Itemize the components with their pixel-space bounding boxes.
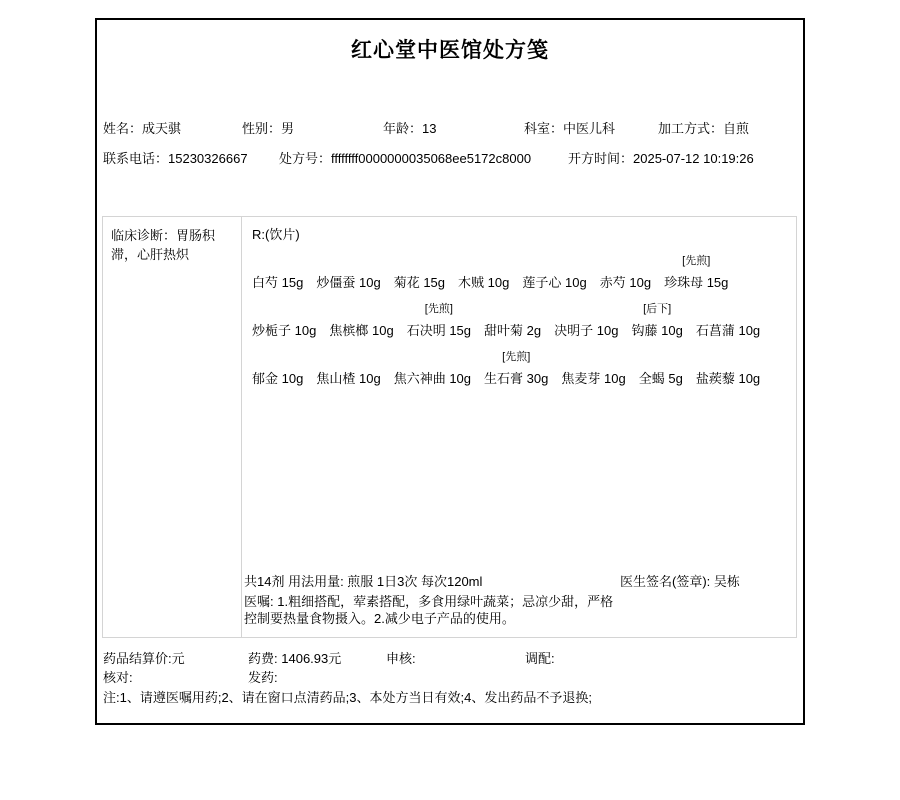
medicine-item <box>316 274 380 291</box>
medicine-dose: 30g <box>526 371 549 386</box>
medicine-name: 甜叶菊 <box>484 323 524 338</box>
medicine-name: 全蝎 <box>638 371 665 386</box>
field-issue-medicine <box>248 669 278 686</box>
medicine-item <box>664 255 729 291</box>
clinical-diagnosis <box>103 217 242 637</box>
medicine-item <box>696 322 760 339</box>
usage-text: 共14剂 用法用量: 煎服 1日3次 每次120ml <box>244 574 483 589</box>
medicine-dose: 15g <box>423 275 446 290</box>
medicine-item <box>252 322 316 339</box>
settlement-row-1 <box>97 650 803 667</box>
medicine-item <box>554 322 618 339</box>
medicine-name: 决明子 <box>554 323 594 338</box>
prescription-sheet <box>95 18 805 725</box>
field-label: 加工方式： <box>658 121 724 136</box>
field-review <box>386 650 416 667</box>
field-dispense-prepare <box>525 650 555 667</box>
medicine-name: 炒僵蚕 <box>316 275 356 290</box>
field-department <box>524 120 615 137</box>
field-label: 性别： <box>242 121 282 136</box>
field-label: 处方号： <box>279 151 332 166</box>
field-value: 2025-07-12 10:19:26 <box>633 151 754 166</box>
field-settlement-price <box>103 650 185 667</box>
field-processing-method <box>658 120 749 137</box>
field-value: 自煎 <box>723 121 750 136</box>
medicine-dose: 10g <box>358 371 381 386</box>
medicine-dose: 10g <box>738 371 761 386</box>
decoction-flag: [后下] <box>643 303 672 315</box>
medicine-dose: 10g <box>371 323 394 338</box>
field-gender <box>242 120 294 137</box>
field-phone <box>103 150 248 167</box>
decoction-flag: [先煎] <box>502 351 531 363</box>
medicine-name: 木贼 <box>458 275 485 290</box>
medicine-item <box>394 370 471 387</box>
medicine-name: 盐蒺藜 <box>695 371 735 386</box>
field-prescription-time <box>568 150 754 167</box>
settlement-row-2 <box>97 669 803 686</box>
medicine-name: 白芍 <box>252 275 279 290</box>
medicine-item <box>600 274 651 291</box>
medicine-name: 焦槟榔 <box>329 323 369 338</box>
doctor-advice-line: 控制要热量食物摄入。2.减少电子产品的使用。 <box>244 611 515 626</box>
field-value: 中医儿科 <box>563 121 616 136</box>
field-value: ffffffff0000000035068ee5172c8000 <box>331 151 532 166</box>
medicine-item <box>631 303 683 339</box>
field-check <box>103 669 133 686</box>
medicine-row <box>252 351 796 387</box>
medicine-dose: 10g <box>738 323 761 338</box>
medicine-dose: 5g <box>668 371 683 386</box>
decoction-flag: [先煎] <box>424 303 453 315</box>
field-label: 申核: <box>386 651 416 666</box>
medicine-dose: 10g <box>449 371 472 386</box>
medicine-item <box>561 370 625 387</box>
medicine-item <box>696 370 760 387</box>
medicine-name: 焦麦芽 <box>561 371 601 386</box>
medicine-item <box>329 322 393 339</box>
prescription-body <box>102 216 797 638</box>
doctor-signature <box>620 573 740 590</box>
field-prescription-number <box>279 150 531 167</box>
rx-header: R:(饮片) <box>252 227 300 242</box>
field-label: 开方时间： <box>568 151 634 166</box>
medicine-row <box>252 255 796 291</box>
medicine-name: 炒栀子 <box>252 323 292 338</box>
medicine-name: 石决明 <box>406 323 446 338</box>
medicine-dose: 10g <box>294 323 317 338</box>
medicine-row <box>252 303 796 339</box>
medicine-dose: 15g <box>706 275 729 290</box>
medicine-dose: 10g <box>596 323 619 338</box>
field-label: 联系电话： <box>103 151 169 166</box>
field-label: 核对: <box>103 670 133 685</box>
field-value: 成天骐 <box>142 121 182 136</box>
medicine-item <box>316 370 380 387</box>
medicine-name: 菊花 <box>393 275 420 290</box>
medicine-dose: 10g <box>629 275 652 290</box>
footer-note-row <box>97 689 803 706</box>
field-label: 调配: <box>525 651 555 666</box>
field-medicine-fee <box>248 650 341 667</box>
field-label: 药费: <box>248 651 278 666</box>
field-label: 科室： <box>524 121 564 136</box>
medicine-name: 赤芍 <box>599 275 626 290</box>
medicine-name: 焦六神曲 <box>393 371 446 386</box>
medicine-name: 钩藤 <box>631 323 658 338</box>
medicine-dose: 10g <box>281 371 304 386</box>
medicine-item <box>406 303 472 339</box>
diagnosis-line: 滞，心肝热炽 <box>111 247 190 262</box>
medicine-dose: 10g <box>487 275 510 290</box>
doctor-advice <box>244 593 796 627</box>
medicine-dose: 10g <box>358 275 381 290</box>
medicine-dose: 10g <box>661 323 683 338</box>
usage-row <box>244 573 796 590</box>
medicine-item <box>484 351 549 387</box>
medicine-item <box>394 274 445 291</box>
field-value: 15230326667 <box>168 151 248 166</box>
patient-info-row-1 <box>97 120 803 137</box>
field-age <box>383 120 436 137</box>
medicine-item <box>252 370 303 387</box>
field-value: 13 <box>422 121 437 136</box>
doctor-advice-line: 医嘱: 1.粗细搭配，荤素搭配，多食用绿叶蔬菜；忌凉少甜，严格 <box>244 594 614 609</box>
field-label: 发药: <box>248 670 278 685</box>
medicine-name: 石菖蒲 <box>695 323 735 338</box>
medicine-name: 莲子心 <box>522 275 562 290</box>
field-patient-name <box>103 120 181 137</box>
rx-area <box>242 217 796 637</box>
medicine-dose: 10g <box>565 275 587 290</box>
medicine-item <box>252 274 303 291</box>
field-label: 药品结算价: <box>103 651 172 666</box>
medicine-item <box>458 274 509 291</box>
medicine-dose: 2g <box>526 323 542 338</box>
field-value: 男 <box>281 121 295 136</box>
medicine-dose: 15g <box>449 323 472 338</box>
field-label: 姓名： <box>103 121 143 136</box>
field-value: 1406.93元 <box>281 651 342 666</box>
doctor-signature-label: 医生签名(签章): <box>620 574 711 589</box>
doctor-name: 吴栋 <box>713 574 740 589</box>
field-value: 元 <box>171 651 185 666</box>
medicine-name: 焦山楂 <box>316 371 356 386</box>
rx-footer <box>244 573 796 627</box>
decoction-flag: [先煎] <box>682 255 711 267</box>
diagnosis-line: 临床诊断：胃肠积 <box>111 228 216 243</box>
field-label: 年龄： <box>383 121 423 136</box>
medicine-dose: 15g <box>281 275 304 290</box>
medicine-name: 珍珠母 <box>664 275 704 290</box>
footer-note: 注:1、请遵医嘱用药;2、请在窗口点清药品;3、本处方当日有效;4、发出药品不予退换; <box>103 690 592 705</box>
medicine-name: 郁金 <box>252 371 279 386</box>
medicine-item <box>639 370 683 387</box>
patient-info-row-2 <box>97 150 803 167</box>
medicine-dose: 10g <box>604 371 626 386</box>
medicine-item <box>522 274 586 291</box>
page-title: 红心堂中医馆处方笺 <box>351 39 549 62</box>
medicine-item <box>484 322 541 339</box>
medicine-name: 生石膏 <box>484 371 524 386</box>
